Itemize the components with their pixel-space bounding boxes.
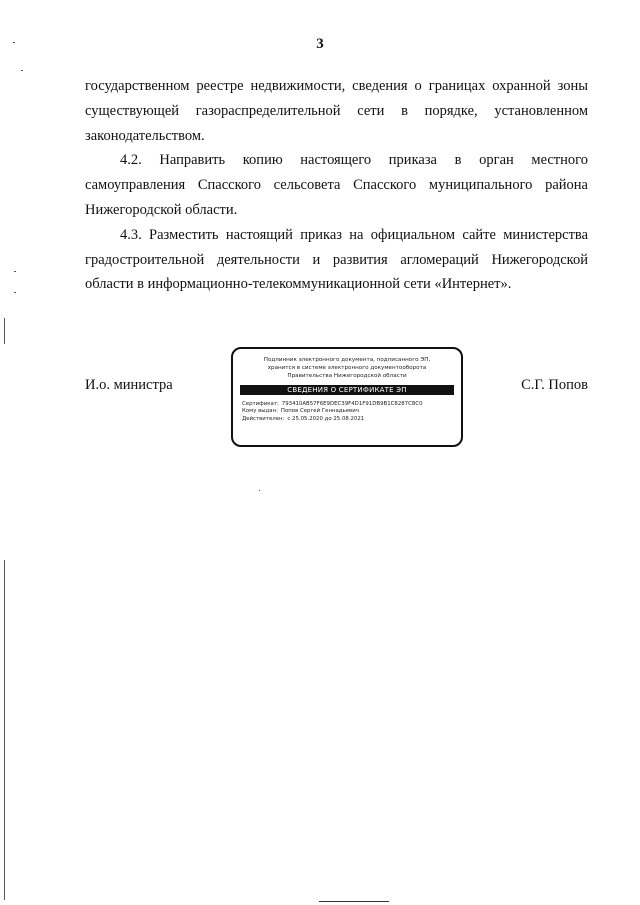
scan-mark — [259, 490, 260, 491]
stamp-header-line: Правительства Нижегородской области — [287, 373, 407, 380]
scan-mark — [13, 42, 15, 43]
stamp-validity-row — [242, 416, 452, 424]
electronic-signature-stamp — [231, 347, 463, 447]
validity-label: Действителен: — [242, 415, 285, 422]
text-line: Нижегородской области. — [85, 201, 238, 218]
certificate-value: 793410AB57F6E9DEC39F4D1F91DB9B1C8287C8C0 — [281, 400, 423, 407]
signatory-position: И.о. министра — [85, 377, 173, 393]
issued-to-label: Кому выдан: — [242, 408, 278, 415]
stamp-header-line: Подлинник электронного документа, подписанного ЭП, — [263, 357, 431, 363]
text-line: существующей газораспределительной сети в порядке, установленном — [85, 102, 588, 119]
scan-mark — [4, 318, 5, 344]
text-line: 4.2. Направить копию настоящего приказа в орган местного — [120, 152, 588, 169]
scan-mark — [4, 560, 5, 900]
scan-mark — [14, 292, 16, 293]
bottom-rule — [319, 901, 389, 902]
scan-mark — [21, 70, 23, 71]
text-line: самоуправления Спасского сельсовета Спасского муниципального района — [85, 177, 588, 194]
stamp-header — [233, 356, 461, 381]
text-line: градостроительной деятельности и развития агломераций Нижегородской — [85, 251, 588, 268]
validity-value: с 25.05.2020 до 25.08.2021 — [287, 415, 365, 422]
stamp-details — [242, 401, 452, 424]
paragraph-4-2 — [85, 148, 588, 222]
scan-mark — [14, 271, 16, 272]
certificate-label: Сертификат: — [242, 400, 279, 407]
stamp-certificate-bar: СВЕДЕНИЯ О СЕРТИФИКАТЕ ЭП — [240, 385, 454, 395]
text-line: законодательством. — [85, 127, 205, 144]
text-line: области в информационно-телекоммуникационной сети «Интернет». — [85, 276, 512, 293]
signatory-name: С.Г. Попов — [521, 377, 588, 393]
paragraph-4-3 — [85, 223, 588, 297]
page-number: 3 — [316, 36, 324, 52]
issued-to-value: Попов Сергей Геннадьевич — [280, 408, 359, 415]
stamp-header-line: хранится в системе электронного документооборота — [267, 365, 427, 372]
text-line: 4.3. Разместить настоящий приказ на официальном сайте министерства — [120, 226, 588, 243]
document-body — [85, 74, 588, 297]
stamp-issued-to-row — [242, 408, 452, 416]
paragraph-continuation — [85, 74, 588, 148]
text-line: государственном реестре недвижимости, сведения о границах охранной зоны — [85, 78, 588, 94]
